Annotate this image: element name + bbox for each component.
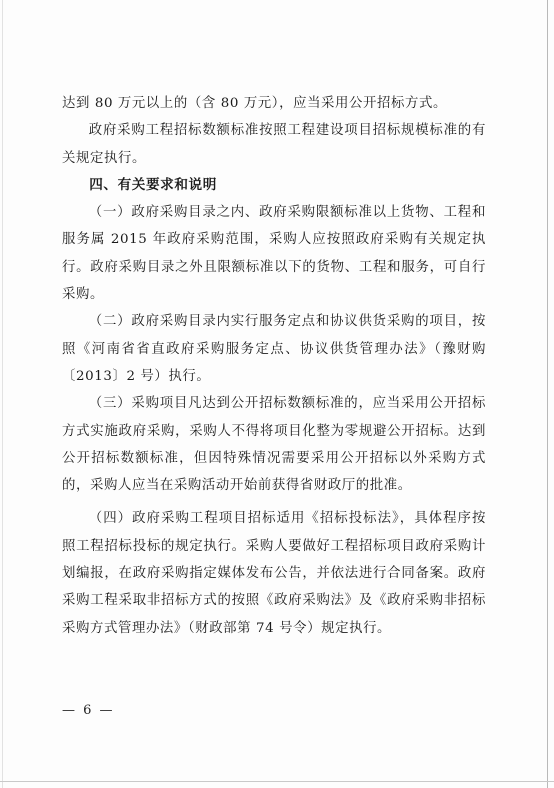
scan-edge-left xyxy=(2,0,3,788)
paragraph-item-4: （四）政府采购工程项目招标适用《招标投标法》，具体程序按照工程招标投标的规定执行。采购人要做好工程招标项目政府采购计划编报，在政府采购指定媒体发布公告，并依法进行合同备案。政府采购工程采取非招标方式的按照《政府采购法》及《政府采购非招标采购方式管理办法》（财政部第 74 号令）规定执行。 xyxy=(62,511,486,636)
paragraph-continuation: 达到 80 万元以上的（含 80 万元），应当采用公开招标方式。 xyxy=(62,96,447,111)
section-heading: 四、有关要求和说明 xyxy=(89,176,217,193)
scan-edge-right xyxy=(547,0,548,788)
paragraph-item-1: （一）政府采购目录之内、政府采购限额标准以上货物、工程和服务属 2015 年政府采购范围，采购人应按照政府采购有关规定执行。政府采购目录之外且限额标准以下的货物、工程和服务，可自行采购。 xyxy=(62,205,486,303)
body-text xyxy=(62,90,486,642)
paragraph-item-3: （三）采购项目凡达到公开招标数额标准的，应当采用公开招标方式实施政府采购，采购人不得将项目化整为零规避公开招标。达到公开招标数额标准，但因特殊情况需要采用公开招标以外采购方式的，采购人应当在采购活动开始前获得省财政厅的批准。 xyxy=(62,396,486,494)
paragraph-item-2: （二）政府采购目录内实行服务定点和协议供货采购的项目，按照《河南省省直政府采购服务定点、协议供货管理办法》（豫财购〔2013〕2 号）执行。 xyxy=(62,314,486,384)
scan-edge-bottom xyxy=(0,781,554,782)
page-number: — 6 — xyxy=(62,703,115,718)
paragraph-engineering-standard: 政府采购工程招标数额标准按照工程建设项目招标规模标准的有关规定执行。 xyxy=(62,123,486,166)
